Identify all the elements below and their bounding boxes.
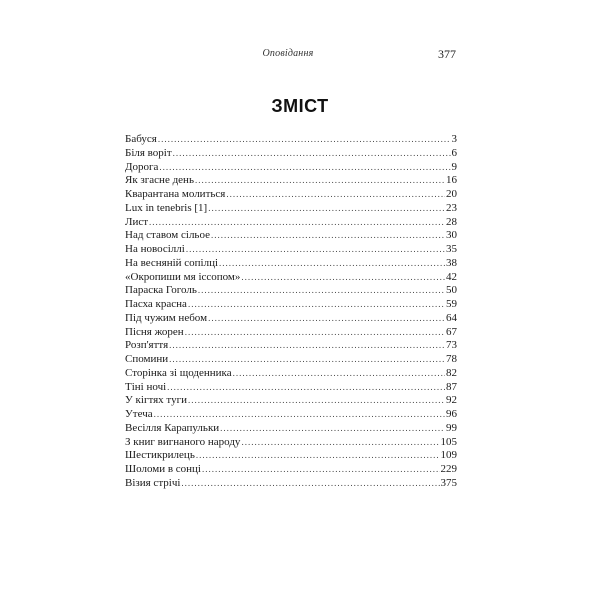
toc-entry-page: 99: [446, 421, 457, 434]
toc-entry-title: Шестикрилець: [125, 449, 195, 462]
toc-entry: [125, 394, 457, 408]
toc-entry: [125, 133, 457, 147]
toc-dot-leader: [202, 463, 440, 477]
toc-entry-title: Під чужим небом: [125, 311, 208, 324]
toc-dot-leader: [169, 339, 445, 353]
toc-entry: [125, 161, 457, 175]
toc-entry-title: Кварантана молиться: [125, 188, 226, 200]
toc-entry: [125, 422, 457, 436]
toc-entry-page: 20: [446, 188, 457, 200]
toc-dot-leader: [211, 229, 445, 243]
toc-dot-leader: [241, 271, 445, 285]
toc-dot-leader: [167, 381, 445, 395]
toc-entry-title: Над ставом сільое: [125, 229, 210, 242]
toc-entry-title: Параска Гоголь: [125, 284, 197, 297]
toc-dot-leader: [181, 477, 439, 491]
toc-entry-page: 59: [446, 298, 457, 310]
toc-dot-leader: [233, 367, 445, 381]
running-title: Оповідання: [262, 48, 314, 59]
toc-dot-leader: [154, 408, 445, 422]
toc-entry-page: 109: [440, 449, 457, 462]
toc-dot-leader: [241, 436, 439, 450]
page-number: 377: [438, 47, 456, 61]
toc-dot-leader: [158, 133, 451, 147]
toc-entry-title: З книг вигнаного народу: [125, 435, 241, 448]
toc-entry-title: Як згасне день: [125, 174, 194, 187]
toc-entry: [125, 271, 457, 285]
toc-entry: [125, 408, 457, 422]
toc-entry: [125, 339, 457, 353]
toc-entry-page: 375: [440, 476, 457, 489]
toc-entry: [125, 257, 457, 271]
toc-dot-leader: [169, 353, 445, 367]
toc-entry-page: 9: [451, 160, 457, 173]
toc-entry-page: 96: [446, 408, 457, 420]
toc-entry-title: «Окропиши мя іссопом»: [125, 270, 241, 283]
toc-entry-title: Тіні ночі: [125, 380, 167, 393]
toc-dot-leader: [208, 202, 445, 216]
toc-entry-title: Спомини: [125, 353, 169, 365]
toc-entry-title: Візия стрічі: [125, 476, 181, 489]
toc-entry-page: 82: [446, 366, 457, 379]
toc-dot-leader: [208, 312, 445, 326]
toc-entry-page: 73: [446, 339, 457, 352]
toc-entry-page: 35: [446, 243, 457, 255]
toc-dot-leader: [198, 284, 445, 298]
toc-entry-page: 64: [446, 311, 457, 324]
toc-entry-page: 3: [451, 133, 457, 145]
toc-entry-title: На весняній сопілці: [125, 256, 219, 269]
toc-entry: [125, 188, 457, 202]
toc-dot-leader: [226, 188, 445, 202]
toc-entry-title: Бабуся: [125, 133, 157, 145]
toc-entry-page: 6: [451, 146, 457, 159]
toc-dot-leader: [219, 257, 445, 271]
toc-entry-title: Дорога: [125, 160, 159, 173]
toc-entry-page: 23: [446, 201, 457, 214]
toc-entry: [125, 298, 457, 312]
toc-entry-page: 38: [446, 256, 457, 269]
toc-entry: [125, 436, 457, 450]
toc-dot-leader: [173, 147, 451, 161]
running-header: [120, 48, 456, 64]
toc-entry-page: 28: [446, 215, 457, 228]
toc-entry-page: 50: [446, 284, 457, 297]
toc-dot-leader: [196, 449, 440, 463]
toc-dot-leader: [188, 394, 445, 408]
toc-entry-title: Сторінка зі щоденника: [125, 366, 232, 379]
toc-entry: [125, 463, 457, 477]
toc-entry-page: 105: [440, 435, 457, 448]
toc-entry-page: 78: [446, 353, 457, 365]
toc-entry: [125, 284, 457, 298]
toc-entry-title: Розп'яття: [125, 339, 169, 352]
toc-entry-page: 30: [446, 229, 457, 242]
toc-list: [125, 133, 457, 491]
toc-entry-page: 92: [446, 394, 457, 407]
toc-dot-leader: [188, 298, 445, 312]
toc-entry-title: Біля воріт: [125, 146, 172, 159]
toc-entry-title: Пісня жорен: [125, 325, 184, 338]
toc-entry-title: Лист: [125, 215, 149, 228]
toc-entry: [125, 367, 457, 381]
toc-entry-page: 229: [440, 463, 457, 475]
toc-heading: ЗМІСТ: [271, 96, 329, 116]
toc-entry: [125, 202, 457, 216]
toc-dot-leader: [220, 422, 445, 436]
toc-entry: [125, 174, 457, 188]
toc-entry: [125, 381, 457, 395]
toc-entry-page: 42: [446, 270, 457, 283]
toc-dot-leader: [195, 174, 445, 188]
toc-entry: [125, 243, 457, 257]
toc-entry: [125, 229, 457, 243]
toc-entry: [125, 216, 457, 230]
toc-entry-title: У кігтях туги: [125, 394, 187, 407]
toc-entry-title: Lux in tenebris [1]: [125, 201, 208, 214]
toc-dot-leader: [185, 326, 445, 340]
toc-entry-title: Пасха красна: [125, 298, 187, 310]
toc-entry-title: Весілля Карапульки: [125, 421, 220, 434]
toc-entry: [125, 477, 457, 491]
toc-dot-leader: [159, 161, 450, 175]
toc-entry: [125, 147, 457, 161]
toc-entry: [125, 326, 457, 340]
toc-entry-page: 87: [446, 380, 457, 393]
toc-entry: [125, 449, 457, 463]
toc-entry-page: 16: [446, 174, 457, 187]
toc-entry-title: На новосіллі: [125, 243, 185, 255]
toc-entry-title: Шоломи в сонці: [125, 463, 201, 475]
toc-entry: [125, 312, 457, 326]
toc-dot-leader: [186, 243, 445, 257]
toc-dot-leader: [149, 216, 445, 230]
toc-entry: [125, 353, 457, 367]
toc-entry-title: Утеча: [125, 408, 153, 420]
toc-entry-page: 67: [446, 325, 457, 338]
